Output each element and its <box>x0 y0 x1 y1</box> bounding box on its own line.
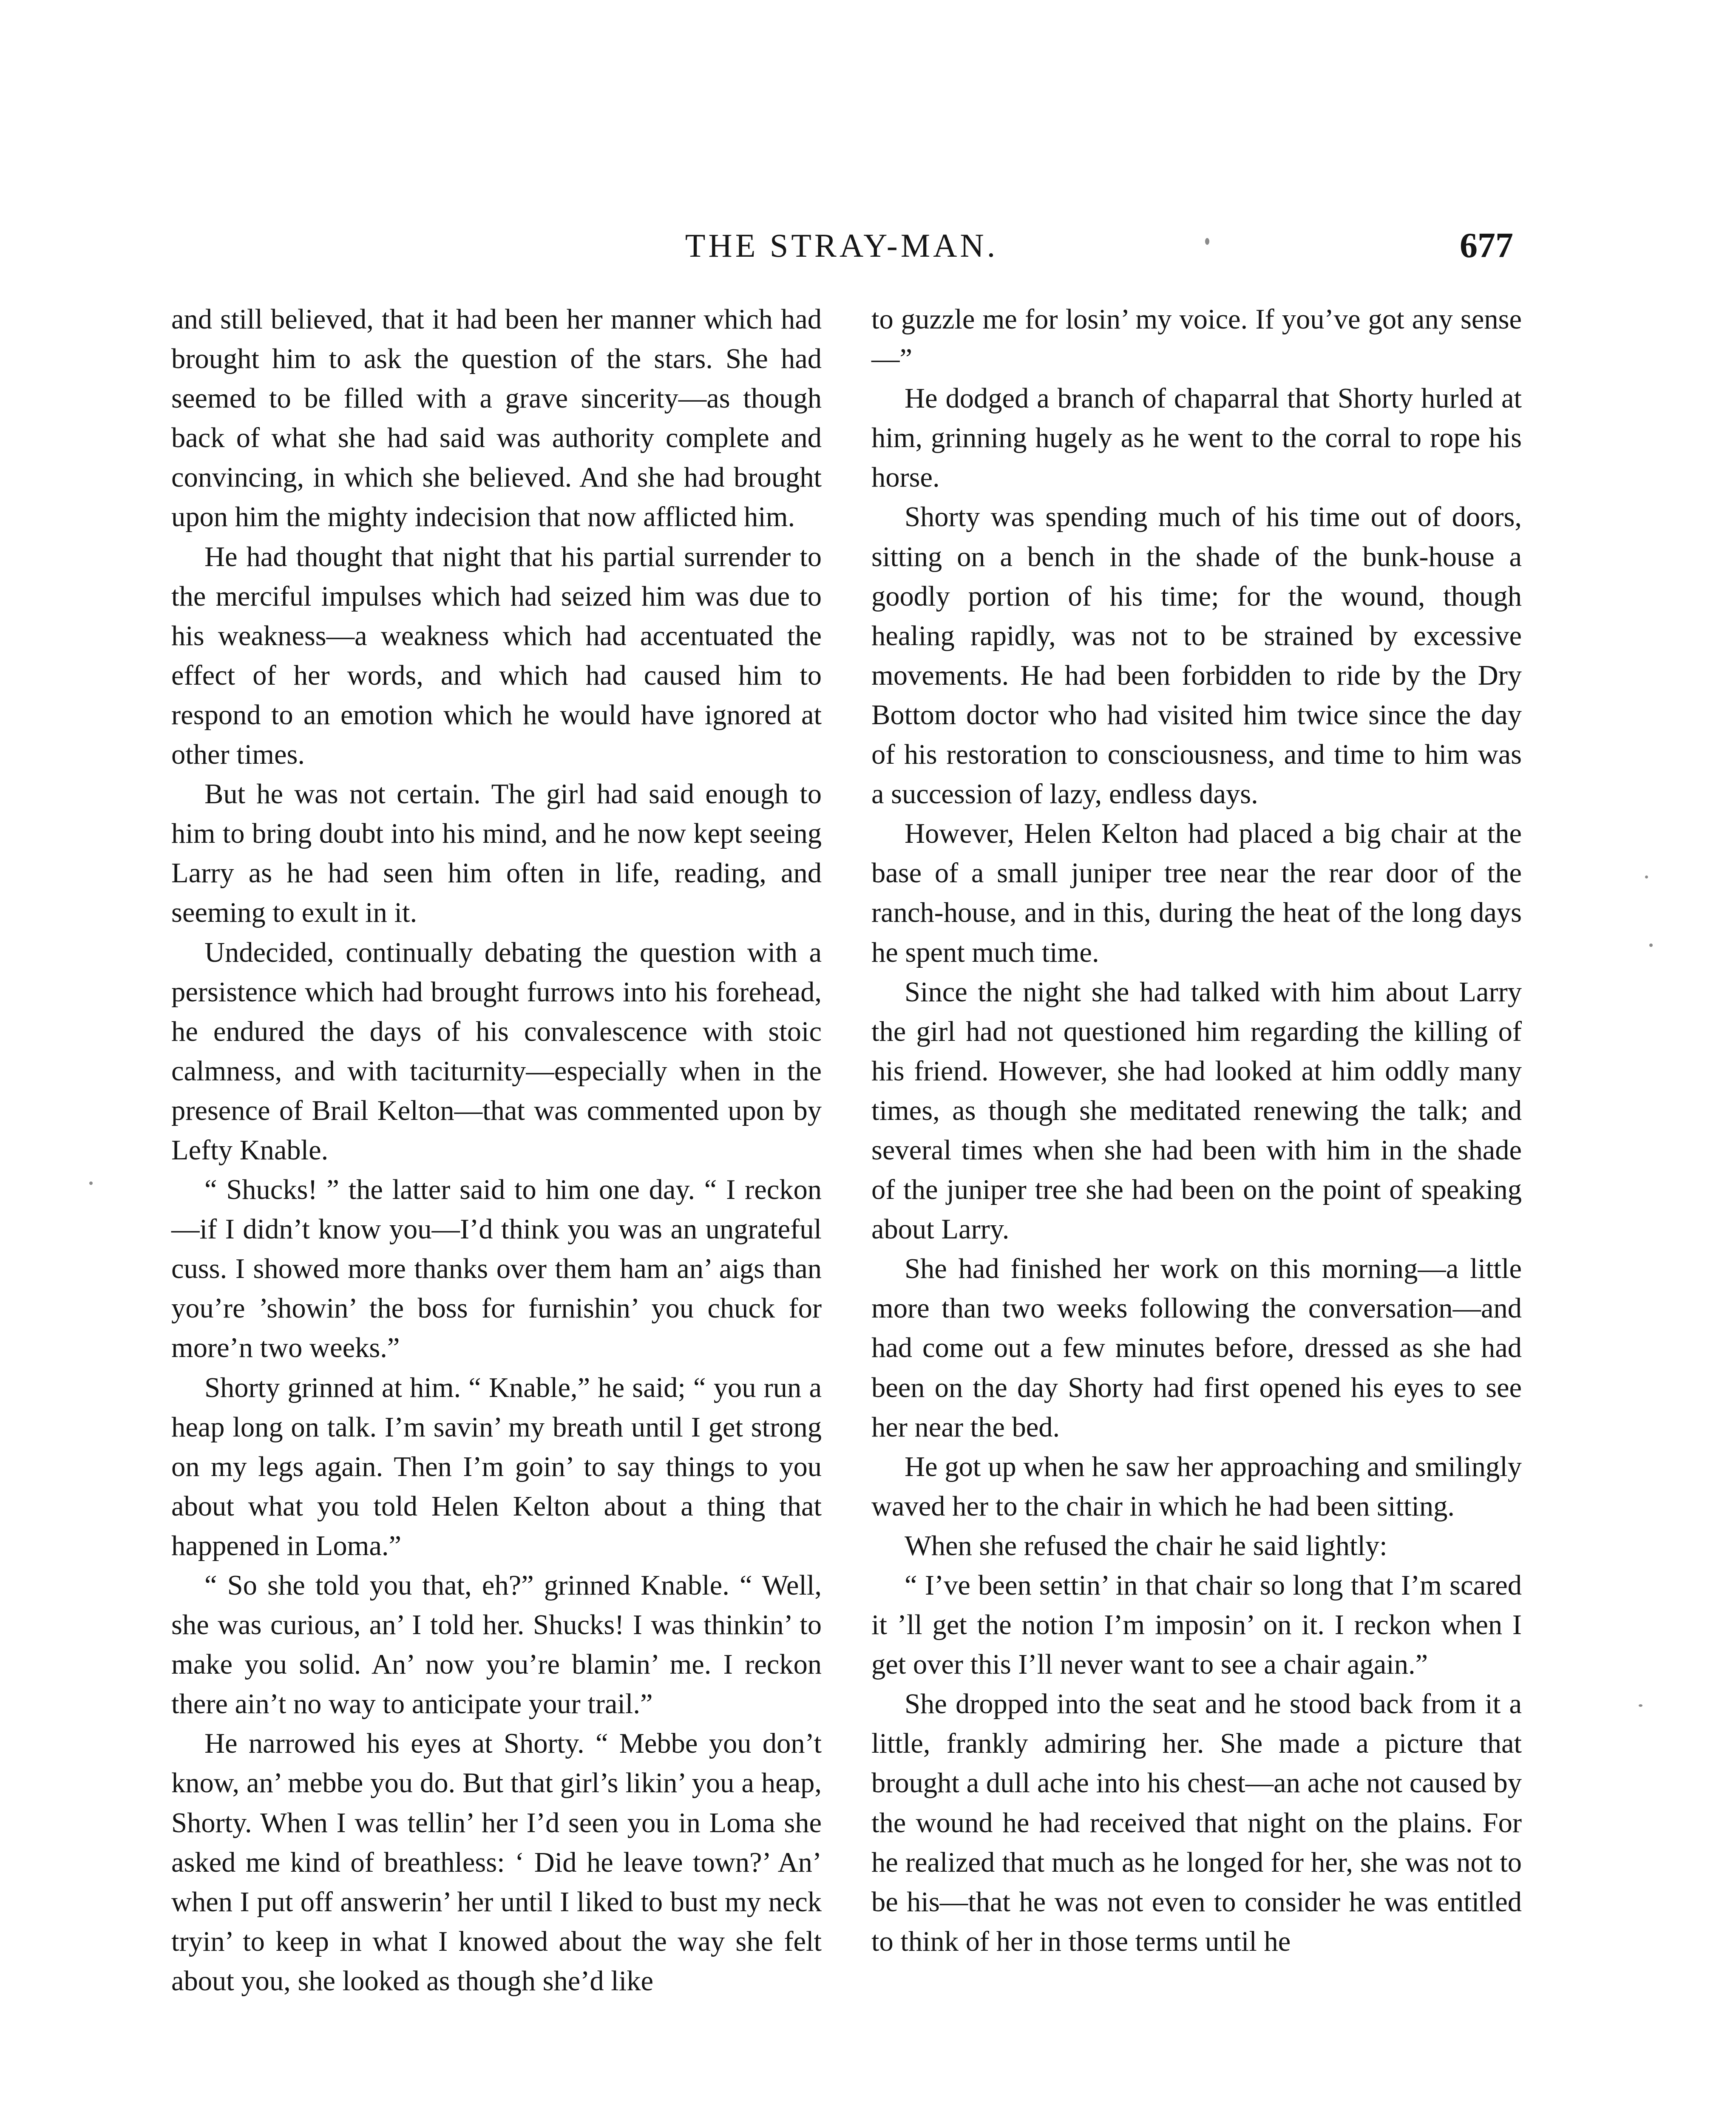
paragraph: Shorty was spending much of his time out of doors, sitting on a bench in the shade of the bunk-house a goodly portion of his time; for the wound, though healing rapidly, was not to be strained by excessive movements. He had been forbidden to ride by the Dry Bottom doctor who had visited him twice since the day of his restoration to consciousness, and time to him was a succession of lazy, endless days. <box>871 502 1522 810</box>
paragraph: Shorty grinned at him. “ Knable,” he said; “ you run a heap long on talk. I’m savin’ my breath until I get strong on my legs again. Then I’m goin’ to say things to you about what you told Helen Kelton about a thing that happened in Loma.” <box>171 1372 822 1561</box>
paragraph: “ I’ve been settin’ in that chair so long that I’m scared it ’ll get the notion I’m imposin’ on it. I reckon when I get over this I’ll never want to see a chair again.” <box>871 1570 1522 1680</box>
print-speck <box>89 1182 93 1185</box>
paragraph: Undecided, continually debating the question with a persistence which had brought furrows into his forehead, he endured the days of his convalescence with stoic calmness, and with taciturnity—especially when in the presence of Brail Kelton—that was commented upon by Lefty Knable. <box>171 937 822 1166</box>
paragraph: He narrowed his eyes at Shorty. “ Mebbe you don’t know, an’ mebbe you do. But that girl’s likin’ you a heap, Shorty. When I was tellin’ her I’d seen you in Loma she asked me kind of breathless: ‘ Did he leave town?’ An’ when I put off answerin’ her until I liked to bust my neck tryin’ to keep in what I knowed about the way she felt about you, she looked as though she’d like <box>171 1728 822 1997</box>
print-speck <box>1645 876 1648 878</box>
paragraph: He got up when he saw her approaching and smilingly waved her to the chair in which he had been sitting. <box>871 1451 1522 1522</box>
print-speck <box>1205 238 1209 245</box>
paragraph: Since the night she had talked with him about Larry the girl had not questioned him regarding the killing of his friend. However, she had looked at him oddly many times, as though she meditated renewing the talk; and several times when she had been with him in the shade of the juniper tree she had been on the point of speaking about Larry. <box>871 976 1522 1245</box>
paragraph: “ So she told you that, eh?” grinned Knable. “ Well, she was curious, an’ I told her. Shucks! I was thinkin’ to make you solid. An’ now you’re blamin’ me. I reckon there ain’t no way to anticipate your trail.” <box>171 1570 822 1720</box>
paragraph: When she refused the chair he said lightly: <box>905 1530 1387 1561</box>
left-column <box>171 300 822 2125</box>
paragraph: However, Helen Kelton had placed a big chair at the base of a small juniper tree near the rear door of the ranch-house, and in this, during the heat of the long days he spent much time. <box>871 818 1522 968</box>
running-title: THE STRAY-MAN. <box>685 227 998 264</box>
print-speck <box>1639 1704 1642 1707</box>
paragraph: He dodged a branch of chaparral that Shorty hurled at him, grinning hugely as he went to the corral to rope his horse. <box>871 383 1522 493</box>
paragraph: “ Shucks! ” the latter said to him one day. “ I reckon—if I didn’t know you—I’d think you was an ungrateful cuss. I showed more thanks over them ham an’ aigs than you’re ’showin’ the boss for furnishin’ you chuck for more’n two weeks.” <box>171 1174 822 1364</box>
paragraph: He had thought that night that his partial surrender to the merciful impulses which had seized him was due to his weakness—a weakness which had accentuated the effect of her words, and which had caused him to respond to an emotion which he would have ignored at other times. <box>171 541 822 771</box>
paragraph: She dropped into the seat and he stood back from it a little, frankly admiring her. She made a picture that brought a dull ache into his chest—an ache not caused by the wound he had received that night on the plains. For he realized that much as he longed for her, she was not to be his—that he was not even to consider he was entitled to think of her in those terms until he <box>871 1689 1522 1957</box>
page-number: 677 <box>1460 226 1513 265</box>
paragraph: But he was not certain. The girl had said enough to him to bring doubt into his mind, and he now kept seeing Larry as he had seen him often in life, reading, and seeming to exult in it. <box>171 779 822 929</box>
paragraph: and still believed, that it had been her manner which had brought him to ask the question of the stars. She had seemed to be filled with a grave sincerity—as though back of what she had said was authority complete and convincing, in which she believed. And she had brought upon him the mighty indecision that now afflicted him. <box>171 304 822 533</box>
print-speck <box>1649 944 1653 947</box>
paragraph: She had finished her work on this morning—a little more than two weeks following the conversation—and had come out a few minutes before, dressed as she had been on the day Shorty had first opened his eyes to see her near the bed. <box>871 1253 1522 1443</box>
page-header <box>170 220 1513 284</box>
paragraph: to guzzle me for losin’ my voice. If you’ve got any sense—” <box>871 304 1522 375</box>
right-column <box>871 300 1522 2125</box>
